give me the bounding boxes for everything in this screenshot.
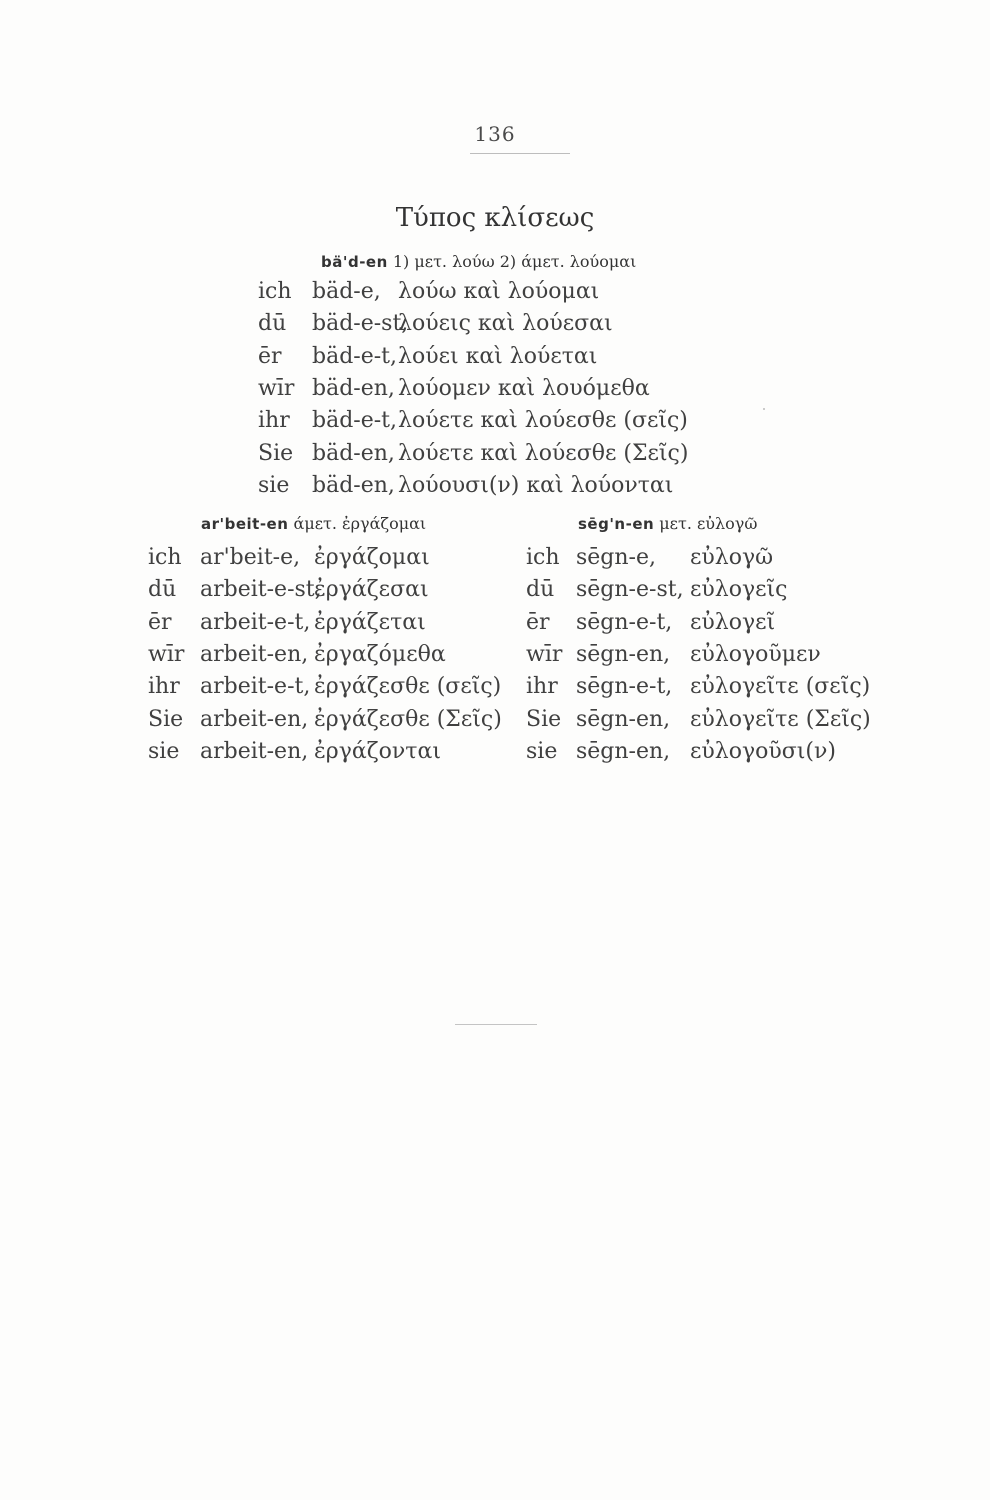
page-number: 136: [474, 122, 516, 146]
bottom-rule: [455, 1024, 537, 1025]
segnen-german: sēgn-e-t,: [576, 609, 673, 635]
arbeiten-greek: ἐργάζομαι: [314, 545, 430, 570]
arbeiten-german: ar'beit-e,: [200, 545, 301, 570]
arbeiten-header: [201, 514, 426, 533]
baden-header-gloss: 1) μετ. λούω 2) άμετ. λούομαι: [392, 252, 637, 271]
segnen-greek: εὐλογοῦσι(ν): [690, 738, 836, 764]
baden-header-word: bä'd-en: [321, 253, 388, 271]
baden-pronoun: dū: [258, 311, 287, 337]
arbeiten-german: arbeit-e-st,: [200, 577, 322, 603]
segnen-greek: εὐλογεῖτε (Σεῖς): [690, 706, 871, 732]
baden-german: bäd-e-t,: [312, 408, 398, 434]
segnen-german: sēgn-en,: [576, 641, 671, 667]
arbeiten-german: arbeit-en,: [200, 641, 309, 667]
segnen-pronoun: wīr: [526, 641, 563, 667]
segnen-pronoun: dū: [526, 577, 555, 603]
segnen-greek: εὐλογεῖς: [690, 577, 788, 603]
segnen-pronoun: ihr: [526, 674, 558, 700]
baden-german: bäd-e-t,: [312, 343, 398, 369]
arbeiten-pronoun: wīr: [148, 641, 185, 667]
arbeiten-greek: ἐργάζεσθε (σεῖς): [314, 674, 502, 700]
baden-greek: λούετε καὶ λούεσθε (σεῖς): [398, 408, 688, 434]
segnen-german: sēgn-en,: [576, 706, 671, 732]
arbeiten-german: arbeit-e-t,: [200, 674, 311, 700]
segnen-greek: εὐλογεῖ: [690, 609, 776, 635]
baden-greek: λούω καὶ λούομαι: [398, 279, 600, 304]
arbeiten-pronoun: dū: [148, 577, 177, 603]
baden-header: [321, 252, 636, 271]
baden-pronoun: ēr: [258, 343, 282, 369]
segnen-pronoun: sie: [526, 738, 558, 764]
segnen-greek: εὐλογοῦμεν: [690, 641, 821, 667]
segnen-german: sēgn-e-t,: [576, 674, 673, 700]
segnen-german: sēgn-e,: [576, 545, 657, 570]
segnen-greek: εὐλογῶ: [690, 545, 774, 570]
baden-german: bäd-e-st,: [312, 311, 409, 337]
segnen-pronoun: ēr: [526, 609, 550, 635]
baden-pronoun: sie: [258, 472, 290, 498]
baden-pronoun: Sie: [258, 440, 294, 466]
arbeiten-pronoun: ich: [148, 545, 182, 570]
top-rule: [470, 153, 570, 154]
segnen-header: [578, 514, 757, 533]
arbeiten-german: arbeit-e-t,: [200, 609, 311, 635]
arbeiten-pronoun: Sie: [148, 706, 184, 732]
arbeiten-greek: ἐργάζεται: [314, 609, 426, 635]
baden-pronoun: ich: [258, 279, 292, 304]
baden-german: bäd-en,: [312, 440, 395, 466]
segnen-german: sēgn-e-st,: [576, 577, 684, 603]
segnen-header-word: sēg'n-en: [578, 515, 655, 533]
arbeiten-pronoun: sie: [148, 738, 180, 764]
arbeiten-header-gloss: άμετ. ἐργάζομαι: [293, 514, 427, 533]
baden-greek: λούομεν καὶ λουόμεθα: [398, 375, 650, 401]
arbeiten-german: arbeit-en,: [200, 706, 309, 732]
arbeiten-pronoun: ihr: [148, 674, 180, 700]
baden-greek: λούεις καὶ λούεσαι: [398, 311, 613, 337]
speck: [763, 408, 765, 410]
baden-pronoun: wīr: [258, 375, 295, 401]
segnen-header-gloss: μετ. εὐλογῶ: [659, 514, 758, 533]
segnen-pronoun: ich: [526, 545, 560, 570]
arbeiten-header-word: ar'beit-en: [201, 515, 289, 533]
arbeiten-german: arbeit-en,: [200, 738, 309, 764]
arbeiten-greek: ἐργαζόμεθα: [314, 641, 446, 667]
arbeiten-greek: ἐργάζεσαι: [314, 577, 429, 603]
arbeiten-greek: ἐργάζονται: [314, 738, 441, 764]
segnen-pronoun: Sie: [526, 706, 562, 732]
baden-pronoun: ihr: [258, 408, 290, 434]
arbeiten-greek: ἐργάζεσθε (Σεῖς): [314, 706, 502, 732]
baden-greek: λούετε καὶ λούεσθε (Σεῖς): [398, 440, 689, 466]
baden-greek: λούει καὶ λούεται: [398, 343, 598, 369]
baden-greek: λούουσι(ν) καὶ λούονται: [398, 472, 674, 498]
arbeiten-pronoun: ēr: [148, 609, 172, 635]
baden-german: bäd-en,: [312, 375, 395, 401]
segnen-german: sēgn-en,: [576, 738, 671, 764]
page-title: Τύπος κλίσεως: [395, 203, 595, 233]
baden-german: bäd-e,: [312, 279, 381, 304]
baden-german: bäd-en,: [312, 472, 395, 498]
segnen-greek: εὐλογεῖτε (σεῖς): [690, 674, 871, 700]
